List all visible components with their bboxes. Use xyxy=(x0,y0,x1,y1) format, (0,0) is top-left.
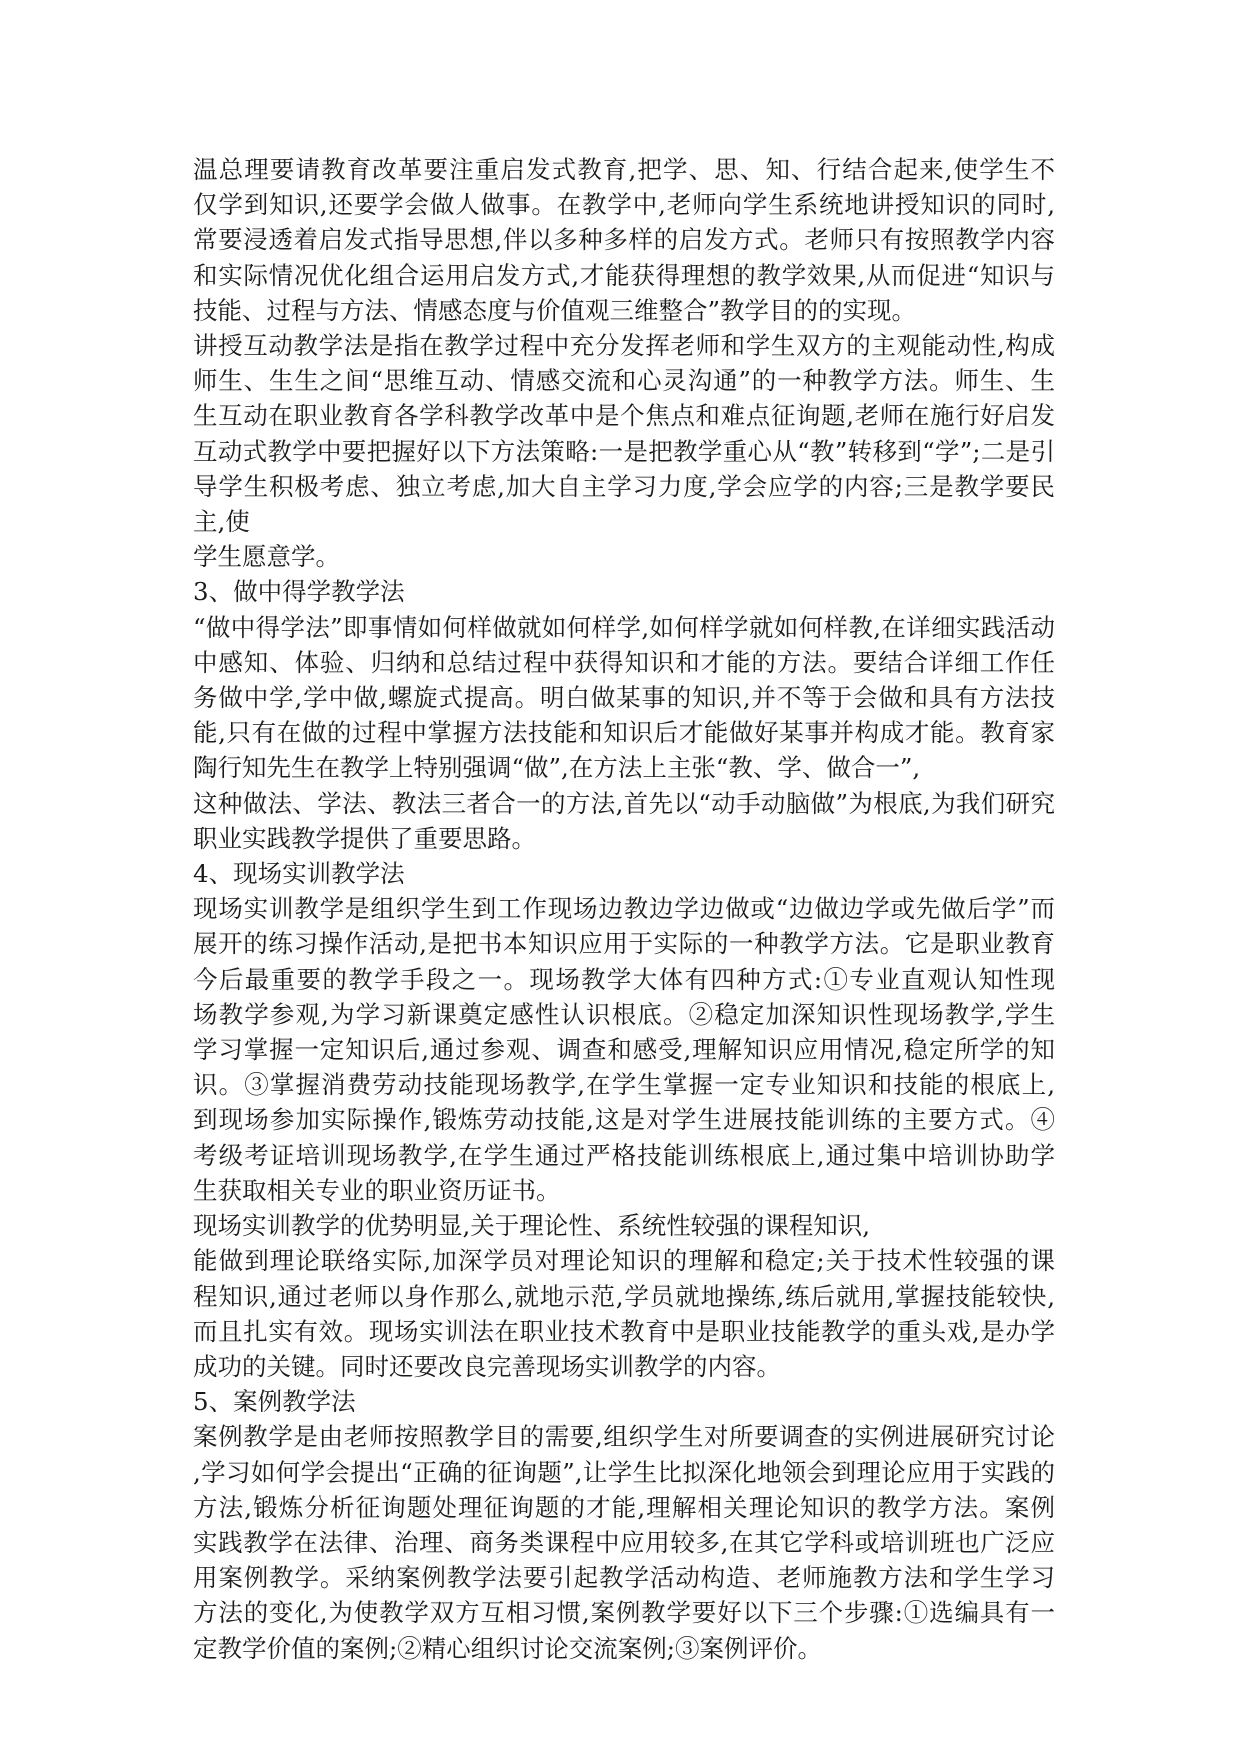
text-line: 方法的变化,为使教学双方互相习惯,案例教学要好以下三个步骤:①选编具有一 xyxy=(193,1598,1055,1628)
text-line: 能做到理论联络实际,加深学员对理论知识的理解和稳定;关于技术性较强的课 xyxy=(193,1246,1055,1276)
text-line: 程知识,通过老师以身作那么,就地示范,学员就地操练,练后就用,掌握技能较快, xyxy=(193,1281,1055,1311)
text-line: ,学习如何学会提出“正确的征询题”,让学生比拟深化地领会到理论应用于实践的 xyxy=(193,1457,1055,1487)
text-line: 成功的关键。同时还要改良完善现场实训教学的内容。 xyxy=(193,1351,781,1381)
text-line: 场教学参观,为学习新课奠定感性认识根底。②稳定加深知识性现场教学,学生 xyxy=(193,999,1055,1029)
text-line: 到现场参加实际操作,锻炼劳动技能,这是对学生进展技能训练的主要方式。④ xyxy=(193,1105,1055,1135)
text-line: 主,使 xyxy=(193,507,250,537)
text-line: 实践教学在法律、治理、商务类课程中应用较多,在其它学科或培训班也广泛应 xyxy=(193,1527,1055,1557)
text-line: 讲授互动教学法是指在教学过程中充分发挥老师和学生双方的主观能动性,构成 xyxy=(193,331,1055,361)
text-line: 能,只有在做的过程中掌握方法技能和知识后才能做好某事并构成才能。教育家 xyxy=(193,718,1055,748)
text-line: 方法,锻炼分析征询题处理征询题的才能,理解相关理论知识的教学方法。案例 xyxy=(193,1492,1055,1522)
text-line: 考级考证培训现场教学,在学生通过严格技能训练根底上,通过集中培训协助学 xyxy=(193,1140,1055,1170)
document-body xyxy=(193,152,1055,1666)
text-line: 展开的练习操作活动,是把书本知识应用于实际的一种教学方法。它是职业教育 xyxy=(193,929,1055,959)
text-line: “做中得学法”即事情如何样做就如何样学,如何样学就如何样教,在详细实践活动 xyxy=(193,612,1055,642)
text-line: 学习掌握一定知识后,通过参观、调查和感受,理解知识应用情况,稳定所学的知 xyxy=(193,1035,1055,1065)
text-line: 现场实训教学的优势明显,关于理论性、系统性较强的课程知识, xyxy=(193,1211,871,1241)
text-line: 中感知、体验、归纳和总结过程中获得知识和才能的方法。要结合详细工作任 xyxy=(193,647,1055,677)
text-line: 技能、过程与方法、情感态度与价值观三维整合”教学目的的实现。 xyxy=(193,295,917,325)
text-line: 温总理要请教育改革要注重启发式教育,把学、思、知、行结合起来,使学生不 xyxy=(193,155,1055,184)
text-line: 和实际情况优化组合运用启发方式,才能获得理想的教学效果,从而促进“知识与 xyxy=(193,260,1055,290)
text-line: 陶行知先生在教学上特别强调“做”,在方法上主张“教、学、做合一”, xyxy=(193,753,921,783)
text-line: 师生、生生之间“思维互动、情感交流和心灵沟通”的一种教学方法。师生、生 xyxy=(193,366,1055,396)
text-line: 4、现场实训教学法 xyxy=(193,859,405,889)
text-line: 今后最重要的教学手段之一。现场教学大体有四种方式:①专业直观认知性现 xyxy=(193,964,1055,994)
text-line: 案例教学是由老师按照教学目的需要,组织学生对所要调查的实例进展研究讨论 xyxy=(193,1422,1055,1452)
text-line: 而且扎实有效。现场实训法在职业技术教育中是职业技能教学的重头戏,是办学 xyxy=(193,1316,1055,1346)
text-line: 这种做法、学法、教法三者合一的方法,首先以“动手动脑做”为根底,为我们研究 xyxy=(193,788,1055,818)
text-line: 现场实训教学是组织学生到工作现场边教边学边做或“边做边学或先做后学”而 xyxy=(193,894,1055,924)
text-line: 识。③掌握消费劳动技能现场教学,在学生掌握一定专业知识和技能的根底上, xyxy=(193,1070,1055,1100)
text-line: 生互动在职业教育各学科教学改革中是个焦点和难点征询题,老师在施行好启发 xyxy=(193,401,1055,431)
text-line: 生获取相关专业的职业资历证书。 xyxy=(193,1175,561,1205)
text-line: 导学生积极考虑、独立考虑,加大自主学习力度,学会应学的内容;三是教学要民 xyxy=(193,471,1055,501)
text-line: 定教学价值的案例;②精心组织讨论交流案例;③案例评价。 xyxy=(193,1633,823,1663)
text-line: 3、做中得学教学法 xyxy=(193,577,405,607)
text-line: 常要浸透着启发式指导思想,伴以多种多样的启发方式。老师只有按照教学内容 xyxy=(193,225,1055,255)
text-line: 5、案例教学法 xyxy=(193,1387,356,1417)
text-line: 仅学到知识,还要学会做人做事。在教学中,老师向学生系统地讲授知识的同时, xyxy=(193,190,1055,220)
text-line: 务做中学,学中做,螺旋式提高。明白做某事的知识,并不等于会做和具有方法技 xyxy=(193,683,1055,713)
text-line: 职业实践教学提供了重要思路。 xyxy=(193,823,536,853)
text-line: 互动式教学中要把握好以下方法策略:一是把教学重心从“教”转移到“学”;二是引 xyxy=(193,436,1055,466)
text-line: 用案例教学。采纳案例教学法要引起教学活动构造、老师施教方法和学生学习 xyxy=(193,1563,1055,1593)
text-line: 学生愿意学。 xyxy=(193,542,340,572)
